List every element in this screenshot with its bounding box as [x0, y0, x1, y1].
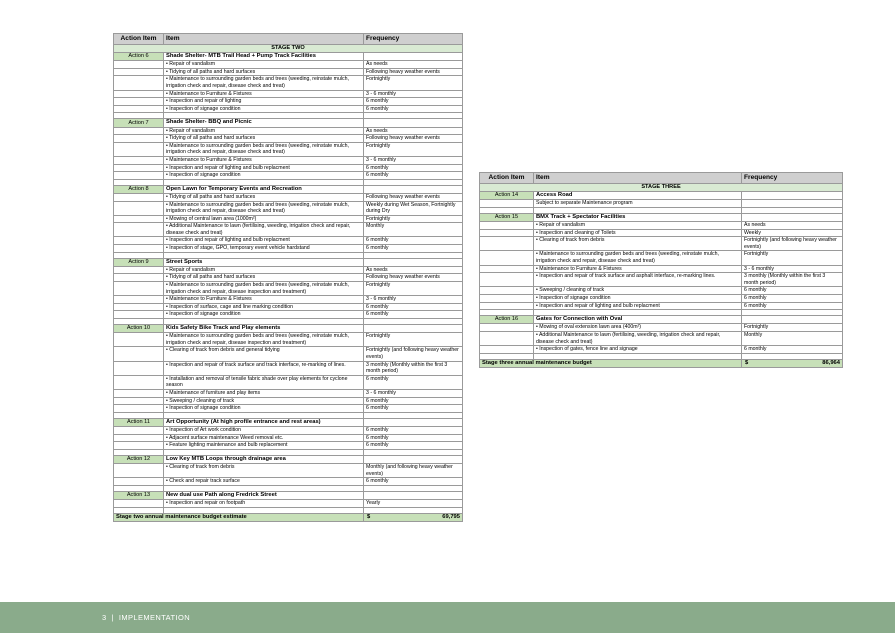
- item-cell: • Sweeping / cleaning of track: [164, 397, 364, 405]
- item-cell: • Maintenance to Furniture & Fixtures: [534, 265, 742, 273]
- total-currency: $: [367, 513, 371, 520]
- frequency-cell: Fortnightly: [364, 142, 463, 156]
- group-title-frequency: [742, 213, 843, 221]
- table-row: [480, 346, 843, 354]
- table-row: [114, 142, 463, 156]
- table-row: [114, 172, 463, 180]
- item-cell: • Tidying of all paths and hard surfaces: [164, 193, 364, 201]
- table-row: [114, 499, 463, 507]
- frequency-cell: 6 monthly: [364, 375, 463, 389]
- item-cell: • Inspection of signage condition: [534, 294, 742, 302]
- group-title-frequency: [364, 325, 463, 333]
- item-cell: • Inspection and cleaning of Toilets: [534, 229, 742, 237]
- action-id: Action 6: [114, 53, 164, 61]
- action-cell: [114, 76, 164, 90]
- stage-three-table: [479, 172, 843, 368]
- frequency-cell: As needs: [742, 222, 843, 230]
- item-cell: • Additional Maintenance to lawn (fertilising, weeding, irrigation check and repair, disease check and treat): [164, 223, 364, 237]
- total-value: 86,964: [822, 359, 840, 366]
- header-frequency: Frequency: [742, 173, 843, 184]
- group-title: Art Opportunity (At high profile entrance and rest areas): [164, 418, 364, 426]
- item-cell: • Inspection and repair of lighting and bulb replacment: [164, 164, 364, 172]
- item-cell: • Feature lighting maintenance and bulb replacement: [164, 442, 364, 450]
- stage-row: [480, 184, 843, 192]
- item-cell: • Maintenance to surrounding garden beds and trees (weeding, reinstate mulch, irrigation check and repair, disease inspection and treatment): [164, 333, 364, 347]
- action-cell: [480, 287, 534, 295]
- item-cell: • Additional Maintenance to lawn (fertilising, weeding, irrigation check and repair, disease check and treat): [534, 331, 742, 345]
- group-title-row: [114, 491, 463, 499]
- table-row: [114, 201, 463, 215]
- total-value-cell: [364, 513, 463, 521]
- footer-separator: |: [111, 613, 114, 622]
- table-row: [480, 331, 843, 345]
- frequency-cell: Fortnightly: [364, 333, 463, 347]
- action-cell: [114, 201, 164, 215]
- frequency-cell: [742, 200, 843, 208]
- frequency-cell: Yearly: [364, 499, 463, 507]
- group-title-row: [114, 455, 463, 463]
- frequency-cell: Following heavy weather events: [364, 68, 463, 76]
- item-cell: • Inspection of signage condition: [164, 311, 364, 319]
- frequency-cell: 6 monthly: [364, 397, 463, 405]
- item-cell: • Inspection of signage condition: [164, 172, 364, 180]
- action-id: Action 11: [114, 418, 164, 426]
- action-cell: [480, 302, 534, 310]
- frequency-cell: Fortnightly (and following heavy weather events): [364, 347, 463, 361]
- table-row: [480, 222, 843, 230]
- action-cell: [114, 296, 164, 304]
- action-cell: [114, 61, 164, 69]
- action-cell: [114, 135, 164, 143]
- action-cell: [114, 389, 164, 397]
- item-cell: • Inspection of stage, GPO, temporary event vehicle hardstand: [164, 245, 364, 253]
- group-title-frequency: [364, 491, 463, 499]
- table-row: [114, 90, 463, 98]
- frequency-cell: 6 monthly: [364, 98, 463, 106]
- action-id: Action 8: [114, 185, 164, 193]
- group-title-row: [114, 119, 463, 127]
- action-cell: [480, 237, 534, 251]
- table-row: [480, 251, 843, 265]
- table-row: [114, 282, 463, 296]
- action-id: Action 16: [480, 316, 534, 324]
- header-action-item: Action Item: [114, 34, 164, 45]
- total-value-cell: [742, 359, 843, 367]
- frequency-cell: 3 - 6 monthly: [364, 156, 463, 164]
- action-cell: [114, 426, 164, 434]
- action-cell: [480, 346, 534, 354]
- group-title-row: [114, 185, 463, 193]
- table-row: [480, 324, 843, 332]
- action-cell: [114, 303, 164, 311]
- frequency-cell: 6 monthly: [364, 311, 463, 319]
- frequency-cell: Following heavy weather events: [364, 193, 463, 201]
- table-row: [480, 200, 843, 208]
- item-cell: • Inspection of signage condition: [164, 405, 364, 413]
- frequency-cell: Monthly: [742, 331, 843, 345]
- table-row: [114, 426, 463, 434]
- total-row: [480, 359, 843, 367]
- item-cell: • Repair of vandalism: [164, 127, 364, 135]
- item-cell: • Inspection of gates, fence line and signage: [534, 346, 742, 354]
- action-id: Action 12: [114, 455, 164, 463]
- page-number: 3: [102, 613, 107, 622]
- item-cell: • Maintenance to surrounding garden beds and trees (weeding, reinstate mulch, irrigation check and repair, disease check and treat): [164, 201, 364, 215]
- table-row: [114, 434, 463, 442]
- item-cell: • Inspection of surface, cage and line marking condition: [164, 303, 364, 311]
- action-cell: [114, 193, 164, 201]
- table-row: [114, 164, 463, 172]
- table-row: [114, 68, 463, 76]
- frequency-cell: 6 monthly: [364, 237, 463, 245]
- item-cell: • Inspection of signage condition: [164, 105, 364, 113]
- action-cell: [114, 127, 164, 135]
- item-cell: • Inspection and repair of lighting and bulb replacment: [164, 237, 364, 245]
- table-row: [480, 287, 843, 295]
- table-row: [114, 135, 463, 143]
- frequency-cell: 6 monthly: [364, 426, 463, 434]
- item-cell: • Maintenance to surrounding garden beds and trees (weeding, reinstate mulch, irrigation check and repair, disease check and treat): [164, 76, 364, 90]
- item-cell: • Check and repair track surface: [164, 478, 364, 486]
- table-row: [480, 229, 843, 237]
- group-title: Access Road: [534, 192, 742, 200]
- stage-two-table: [113, 33, 463, 522]
- frequency-cell: 6 monthly: [742, 294, 843, 302]
- table-row: [114, 333, 463, 347]
- footer-text: [102, 613, 190, 622]
- action-cell: [480, 222, 534, 230]
- table-row: [114, 375, 463, 389]
- frequency-cell: Weekly during Wet Season, Fortnightly during Dry: [364, 201, 463, 215]
- action-cell: [114, 105, 164, 113]
- total-label: Stage two annual maintenance budget estimate: [114, 513, 364, 521]
- table-row: [114, 274, 463, 282]
- action-id: Action 7: [114, 119, 164, 127]
- item-cell: • Clearing of track from debris and general tidying: [164, 347, 364, 361]
- group-title-row: [114, 325, 463, 333]
- action-cell: [114, 142, 164, 156]
- frequency-cell: 3 - 6 monthly: [364, 296, 463, 304]
- item-cell: • Inspection and repair on footpath: [164, 499, 364, 507]
- action-cell: [114, 274, 164, 282]
- frequency-cell: Fortnightly: [742, 324, 843, 332]
- action-cell: [114, 463, 164, 477]
- group-title-frequency: [364, 258, 463, 266]
- header-item: Item: [164, 34, 364, 45]
- section-name: IMPLEMENTATION: [118, 613, 191, 622]
- table-row: [114, 98, 463, 106]
- action-id: Action 9: [114, 258, 164, 266]
- action-cell: [480, 265, 534, 273]
- table-row: [114, 193, 463, 201]
- action-cell: [114, 90, 164, 98]
- action-cell: [114, 172, 164, 180]
- action-cell: [114, 405, 164, 413]
- item-cell: • Inspection and repair of lighting: [164, 98, 364, 106]
- action-cell: [114, 434, 164, 442]
- group-title-frequency: [364, 418, 463, 426]
- action-cell: [114, 223, 164, 237]
- item-cell: • Inspection of Art work condition: [164, 426, 364, 434]
- group-title-frequency: [364, 455, 463, 463]
- frequency-cell: 6 monthly: [364, 245, 463, 253]
- table-row: [114, 105, 463, 113]
- action-cell: [114, 68, 164, 76]
- group-title-row: [480, 316, 843, 324]
- action-cell: [114, 156, 164, 164]
- table-row: [480, 265, 843, 273]
- group-title: BMX Track + Spectator Facilities: [534, 213, 742, 221]
- item-cell: • Tidying of all paths and hard surfaces: [164, 274, 364, 282]
- item-cell: • Maintenance to surrounding garden beds and trees (weeding, reinstate mulch, irrigation check and repair, disease inspection and treatment): [164, 282, 364, 296]
- group-title: New dual use Path along Fredrick Street: [164, 491, 364, 499]
- total-label: Stage three annual maintenance budget: [480, 359, 742, 367]
- action-cell: [114, 361, 164, 375]
- frequency-cell: 6 monthly: [364, 164, 463, 172]
- frequency-cell: 6 monthly: [364, 478, 463, 486]
- group-title: Street Sports: [164, 258, 364, 266]
- table-row: [114, 361, 463, 375]
- item-cell: • Tidying of all paths and hard surfaces: [164, 135, 364, 143]
- action-cell: [114, 442, 164, 450]
- table-row: [480, 294, 843, 302]
- group-title-row: [480, 213, 843, 221]
- action-id: Action 10: [114, 325, 164, 333]
- table-row: [114, 266, 463, 274]
- item-cell: • Repair of vandalism: [164, 266, 364, 274]
- action-id: Action 15: [480, 213, 534, 221]
- group-title-frequency: [364, 119, 463, 127]
- frequency-cell: 6 monthly: [364, 434, 463, 442]
- action-cell: [480, 229, 534, 237]
- frequency-cell: Fortnightly: [364, 215, 463, 223]
- frequency-cell: 6 monthly: [364, 442, 463, 450]
- item-cell: Subject to separate Maintenance program: [534, 200, 742, 208]
- group-title: Shade Shelter- MTB Trail Head + Pump Track Facilities: [164, 53, 364, 61]
- frequency-cell: Following heavy weather events: [364, 274, 463, 282]
- action-cell: [114, 375, 164, 389]
- table-row: [114, 397, 463, 405]
- action-cell: [480, 273, 534, 287]
- frequency-cell: 6 monthly: [364, 105, 463, 113]
- item-cell: • Installation and removal of tensile fabric shade over play elements for cyclone season: [164, 375, 364, 389]
- frequency-cell: 6 monthly: [364, 172, 463, 180]
- header-frequency: Frequency: [364, 34, 463, 45]
- item-cell: • Repair of vandalism: [164, 61, 364, 69]
- item-cell: • Clearing of track from debris: [164, 463, 364, 477]
- action-cell: [114, 499, 164, 507]
- action-cell: [480, 324, 534, 332]
- total-row: [114, 513, 463, 521]
- table-row: [480, 302, 843, 310]
- frequency-cell: As needs: [364, 61, 463, 69]
- group-title: Kids Safety Bike Track and Play elements: [164, 325, 364, 333]
- frequency-cell: 3 monthly (Monthly within the first 3 month period): [364, 361, 463, 375]
- stage-row: [114, 45, 463, 53]
- item-cell: • Maintenance of furniture and play items: [164, 389, 364, 397]
- frequency-cell: 6 monthly: [364, 405, 463, 413]
- group-title-frequency: [364, 53, 463, 61]
- header-item: Item: [534, 173, 742, 184]
- item-cell: • Mowing of oval extension lawn area (400m²): [534, 324, 742, 332]
- group-title-frequency: [364, 185, 463, 193]
- group-title: Low Key MTB Loops through drainage area: [164, 455, 364, 463]
- action-cell: [114, 266, 164, 274]
- table-row: [480, 237, 843, 251]
- item-cell: • Inspection and repair of track surface and asphalt interface, re-marking lines.: [534, 273, 742, 287]
- table-row: [114, 389, 463, 397]
- table-row: [114, 215, 463, 223]
- action-cell: [114, 397, 164, 405]
- item-cell: • Maintenance to Furniture & Fixtures: [164, 156, 364, 164]
- item-cell: • Inspection and repair of track surface and track interface, re-marking of lines.: [164, 361, 364, 375]
- group-title-row: [114, 258, 463, 266]
- total-value: 69,795: [442, 513, 460, 520]
- action-cell: [480, 294, 534, 302]
- group-title-row: [114, 418, 463, 426]
- table-row: [114, 311, 463, 319]
- frequency-cell: 6 monthly: [742, 346, 843, 354]
- action-cell: [114, 478, 164, 486]
- table-row: [114, 237, 463, 245]
- action-id: Action 13: [114, 491, 164, 499]
- item-cell: • Tidying of all paths and hard surfaces: [164, 68, 364, 76]
- frequency-cell: 3 monthly (Monthly within the first 3 month period): [742, 273, 843, 287]
- stage-label: STAGE THREE: [480, 184, 843, 192]
- item-cell: • Maintenance to surrounding garden beds and trees (weeding, reinstate mulch, irrigation check and repair, disease check and treat): [164, 142, 364, 156]
- item-cell: • Clearing of track from debris: [534, 237, 742, 251]
- action-cell: [114, 215, 164, 223]
- table-row: [114, 442, 463, 450]
- action-id: Action 14: [480, 192, 534, 200]
- total-currency: $: [745, 359, 749, 366]
- frequency-cell: Monthly: [364, 223, 463, 237]
- item-cell: • Maintenance to Furniture & Fixtures: [164, 296, 364, 304]
- frequency-cell: 6 monthly: [742, 287, 843, 295]
- frequency-cell: Fortnightly: [364, 76, 463, 90]
- table-row: [114, 76, 463, 90]
- item-cell: • Mowing of central lawn area (1000m²): [164, 215, 364, 223]
- table-row: [114, 61, 463, 69]
- frequency-cell: 6 monthly: [742, 302, 843, 310]
- frequency-cell: Fortnightly: [364, 282, 463, 296]
- action-cell: [480, 331, 534, 345]
- frequency-cell: Fortnightly (and following heavy weather events): [742, 237, 843, 251]
- group-title: Shade Shelter- BBQ and Picnic: [164, 119, 364, 127]
- frequency-cell: Weekly: [742, 229, 843, 237]
- frequency-cell: 3 - 6 monthly: [742, 265, 843, 273]
- action-cell: [114, 347, 164, 361]
- table-row: [114, 347, 463, 361]
- item-cell: • Inspection and repair of lighting and bulb replacment: [534, 302, 742, 310]
- stage-two-body: [114, 45, 463, 522]
- table-row: [114, 223, 463, 237]
- header-action-item: Action Item: [480, 173, 534, 184]
- item-cell: • Maintenance to Furniture & Fixtures: [164, 90, 364, 98]
- action-cell: [480, 200, 534, 208]
- frequency-cell: 3 - 6 monthly: [364, 90, 463, 98]
- action-cell: [114, 333, 164, 347]
- item-cell: • Sweeping / cleaning of track: [534, 287, 742, 295]
- frequency-cell: As needs: [364, 127, 463, 135]
- action-cell: [114, 245, 164, 253]
- frequency-cell: 6 monthly: [364, 303, 463, 311]
- frequency-cell: Fortnightly: [742, 251, 843, 265]
- group-title: Gates for Connection with Oval: [534, 316, 742, 324]
- group-title-frequency: [742, 192, 843, 200]
- group-title-row: [114, 53, 463, 61]
- table-row: [114, 303, 463, 311]
- action-cell: [114, 164, 164, 172]
- table-row: [114, 245, 463, 253]
- stage-label: STAGE TWO: [114, 45, 463, 53]
- group-title-row: [480, 192, 843, 200]
- table-row: [480, 273, 843, 287]
- action-cell: [114, 311, 164, 319]
- group-title: Open Lawn for Temporary Events and Recreation: [164, 185, 364, 193]
- frequency-cell: Monthly (and following heavy weather events): [364, 463, 463, 477]
- table-row: [114, 405, 463, 413]
- table-row: [114, 463, 463, 477]
- page-footer: [0, 602, 895, 633]
- table-row: [114, 156, 463, 164]
- item-cell: • Adjacent surface maintenance Weed removal etc.: [164, 434, 364, 442]
- frequency-cell: As needs: [364, 266, 463, 274]
- action-cell: [480, 251, 534, 265]
- action-cell: [114, 282, 164, 296]
- table-row: [114, 478, 463, 486]
- table-row: [114, 127, 463, 135]
- table-row: [114, 296, 463, 304]
- item-cell: • Maintenance to surrounding garden beds and trees (weeding, reinstate mulch, irrigation check and repair, disease check and treat): [534, 251, 742, 265]
- action-cell: [114, 237, 164, 245]
- stage-three-body: [480, 184, 843, 368]
- frequency-cell: 3 - 6 monthly: [364, 389, 463, 397]
- frequency-cell: Following heavy weather events: [364, 135, 463, 143]
- action-cell: [114, 98, 164, 106]
- item-cell: • Repair of vandalism: [534, 222, 742, 230]
- group-title-frequency: [742, 316, 843, 324]
